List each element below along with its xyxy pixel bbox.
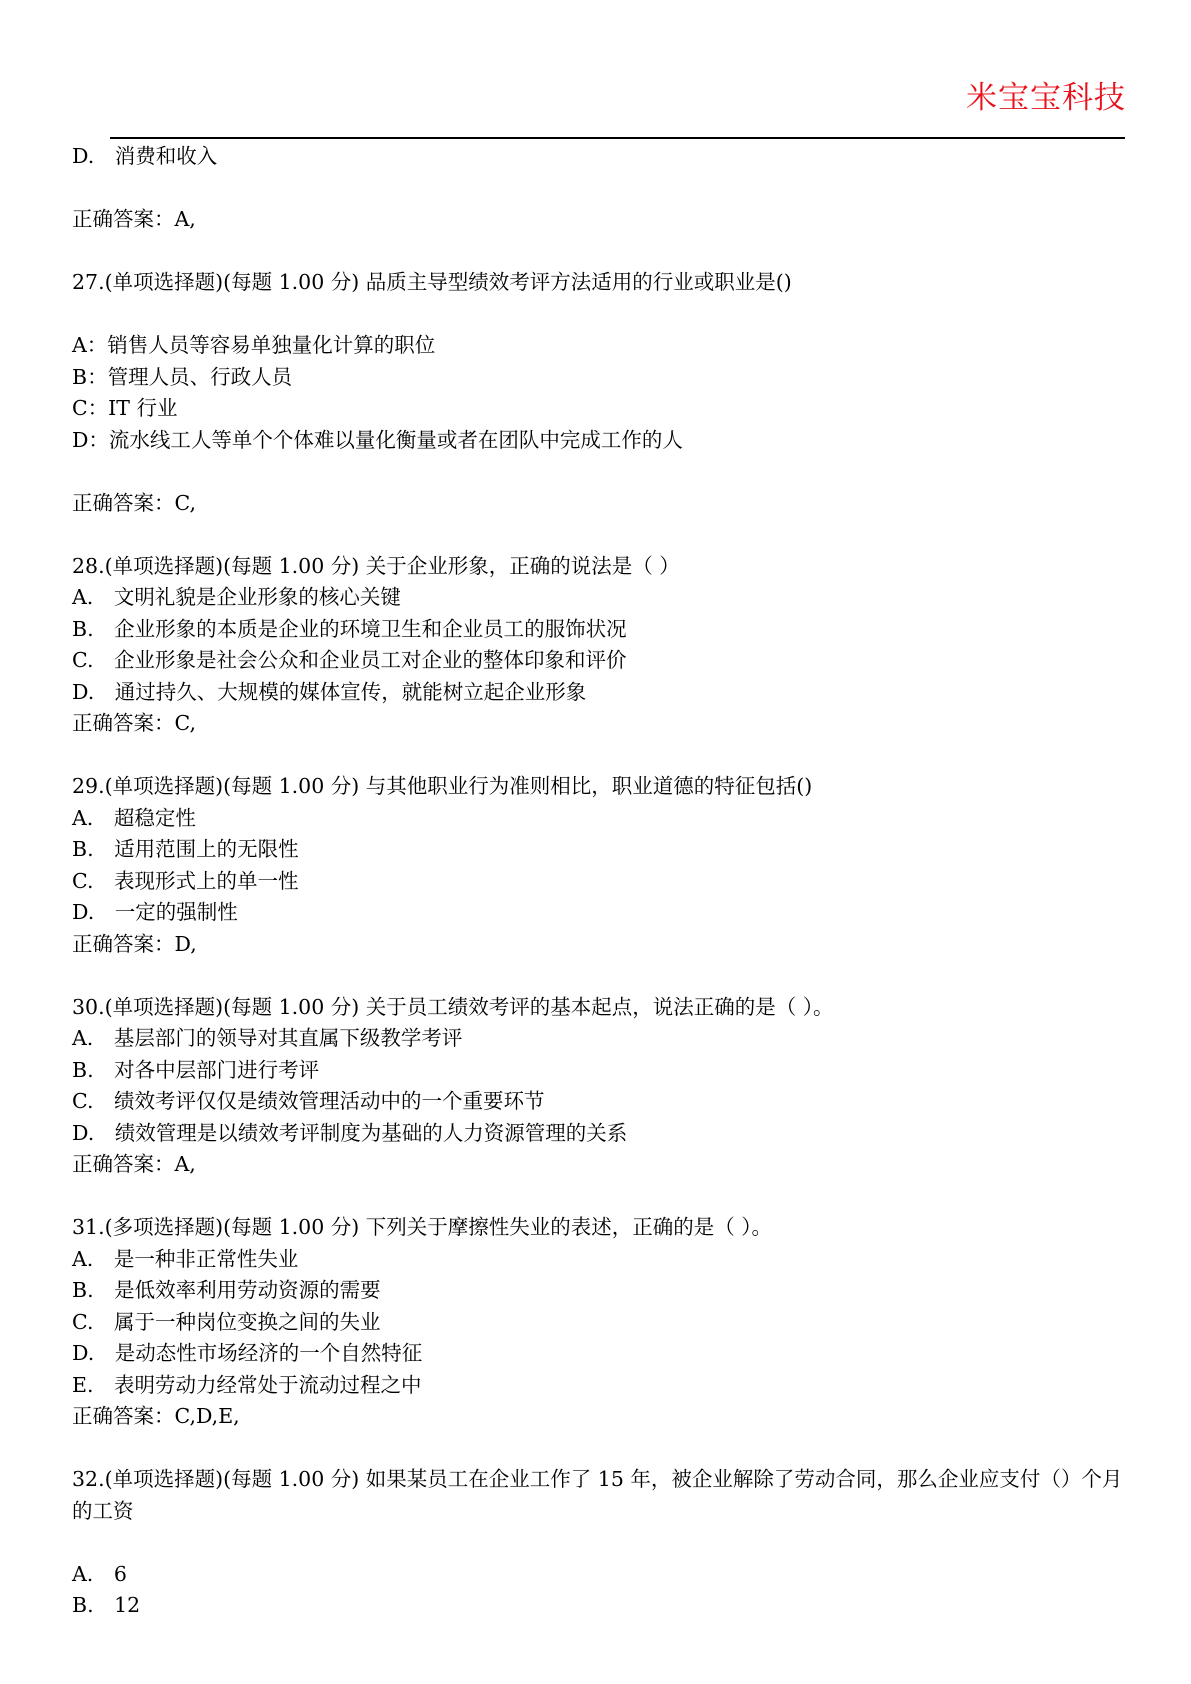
option-b: B. 12 (72, 1593, 141, 1617)
question-text: 29.(单项选择题)(每题 1.00 分) 与其他职业行为准则相比，职业道德的特征包括() (72, 774, 813, 798)
option-b: B. 适用范围上的无限性 (72, 837, 299, 861)
option-b: B. 对各中层部门进行考评 (72, 1057, 320, 1082)
option-a: A：销售人员等容易单独量化计算的职位 (72, 333, 436, 357)
question-28 (72, 551, 1132, 740)
option-a: A. 超稳定性 (72, 805, 196, 830)
question-text: 30.(单项选择题)(每题 1.00 分) 关于员工绩效考评的基本起点，说法正确的是（ ）。 (72, 994, 834, 1019)
question-text: 32.(单项选择题)(每题 1.00 分) 如果某员工在企业工作了 15 年，被企业解除了劳动合同，那么企业应支付（）个月的工资 (72, 1467, 1123, 1523)
option-d: D. 通过持久、大规模的媒体宣传，就能树立起企业形象 (72, 679, 587, 704)
option-d: D. 绩效管理是以绩效考评制度为基础的人力资源管理的关系 (72, 1120, 628, 1145)
answer: 正确答案：C,D,E, (72, 1404, 240, 1428)
question-31 (72, 1212, 1132, 1433)
option-c: C. 属于一种岗位变换之间的失业 (72, 1309, 381, 1334)
option-e: E. 表明劳动力经常处于流动过程之中 (72, 1372, 422, 1397)
option-c: C：IT 行业 (72, 396, 178, 420)
option-c: C. 绩效考评仅仅是绩效管理活动中的一个重要环节 (72, 1089, 545, 1113)
option-c: C. 表现形式上的单一性 (72, 868, 299, 893)
option-d: D. 消费和收入 (72, 144, 218, 168)
answer: 正确答案：A, (72, 1152, 196, 1176)
question-32 (72, 1464, 1132, 1622)
option-a: A. 文明礼貌是企业形象的核心关键 (72, 585, 401, 609)
header-rule (110, 137, 1125, 139)
question-text: 27.(单项选择题)(每题 1.00 分) 品质主导型绩效考评方法适用的行业或职业是() (72, 270, 792, 294)
option-d: D. 是动态性市场经济的一个自然特征 (72, 1341, 423, 1365)
option-b: B. 是低效率利用劳动资源的需要 (72, 1278, 381, 1302)
question-text: 31.(多项选择题)(每题 1.00 分) 下列关于摩擦性失业的表述，正确的是（ ）。 (72, 1215, 773, 1239)
option-a: A. 6 (72, 1561, 127, 1586)
question-30 (72, 992, 1132, 1181)
option-b: B：管理人员、行政人员 (72, 364, 293, 389)
answer: 正确答案：C, (72, 490, 196, 515)
question-text: 28.(单项选择题)(每题 1.00 分) 关于企业形象，正确的说法是（ ） (72, 553, 680, 578)
option-d: D：流水线工人等单个个体难以量化衡量或者在团队中完成工作的人 (72, 427, 683, 452)
option-a: A. 是一种非正常性失业 (72, 1246, 299, 1271)
answer: 正确答案：A, (72, 207, 196, 231)
document-body (72, 141, 1132, 1622)
brand-watermark: 米宝宝科技 (966, 80, 1126, 116)
answer: 正确答案：C, (72, 711, 196, 735)
option-d: D. 一定的强制性 (72, 900, 238, 924)
option-c: C. 企业形象是社会公众和企业员工对企业的整体印象和评价 (72, 648, 627, 672)
answer: 正确答案：D, (72, 931, 197, 956)
option-a: A. 基层部门的领导对其直属下级教学考评 (72, 1026, 463, 1050)
option-b: B. 企业形象的本质是企业的环境卫生和企业员工的服饰状况 (72, 616, 627, 641)
question-27 (72, 267, 1132, 519)
question-29 (72, 771, 1132, 960)
